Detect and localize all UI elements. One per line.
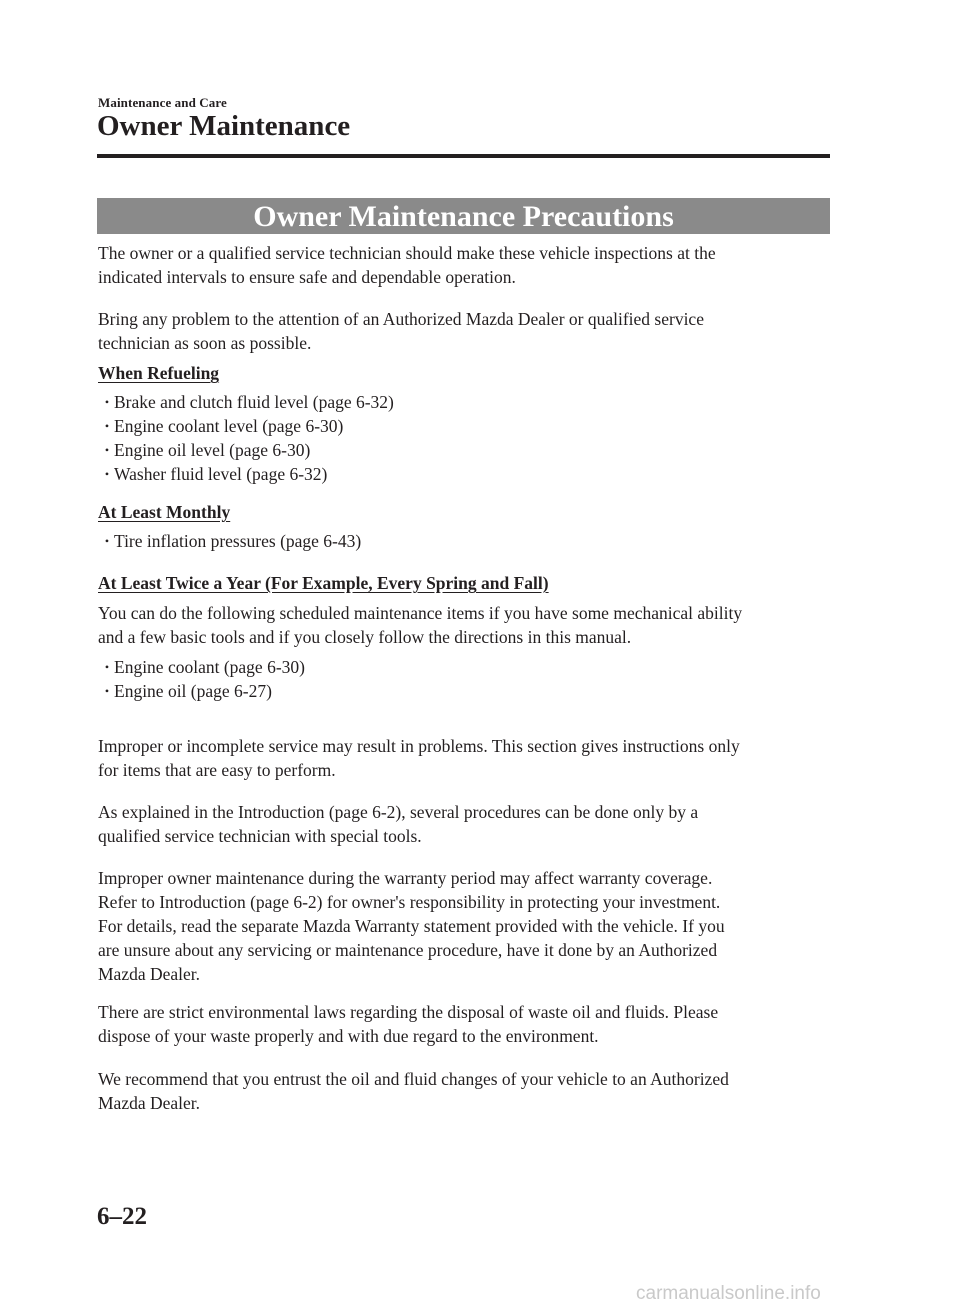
text-line: Bring any problem to the attention of an Authorized Mazda Dealer or qualified service	[98, 309, 704, 329]
bullet-icon: •	[104, 419, 110, 433]
bullet-icon: •	[104, 684, 110, 698]
watermark: carmanualsonline.info	[636, 1283, 821, 1304]
bullet-icon: •	[104, 443, 110, 457]
breadcrumb: Maintenance and Care	[98, 95, 227, 110]
list-item	[100, 462, 394, 486]
text-line: qualified service technician with special tools.	[98, 826, 422, 846]
list-item	[100, 655, 305, 679]
twice-a-year-intro	[98, 601, 833, 649]
bullet-icon: •	[104, 395, 110, 409]
environment-paragraph	[98, 1000, 833, 1048]
twice-a-year-heading: At Least Twice a Year (For Example, Every Spring and Fall)	[98, 573, 549, 593]
list-item-text: Engine coolant level (page 6-30)	[114, 416, 344, 436]
list-item	[100, 414, 394, 438]
text-line: For details, read the separate Mazda Warranty statement provided with the vehicle. If you	[98, 916, 725, 936]
list-item	[100, 679, 305, 703]
list-item-text: Engine oil level (page 6-30)	[114, 440, 311, 460]
improper-service-paragraph	[98, 734, 833, 782]
introduction-paragraph	[98, 800, 833, 848]
when-refueling-heading: When Refueling	[98, 363, 220, 383]
text-line: technician as soon as possible.	[98, 333, 312, 353]
text-line: dispose of your waste properly and with due regard to the environment.	[98, 1026, 599, 1046]
text-line: As explained in the Introduction (page 6-2), several procedures can be done only by a	[98, 802, 699, 822]
monthly-list	[100, 529, 361, 553]
list-item-text: Brake and clutch fluid level (page 6-32)	[114, 392, 394, 412]
list-item	[100, 438, 394, 462]
text-line: Improper or incomplete service may result in problems. This section gives instructions only	[98, 736, 740, 756]
page-title-banner: Owner Maintenance Precautions	[97, 198, 830, 234]
list-item	[100, 390, 394, 414]
text-line: You can do the following scheduled maintenance items if you have some mechanical ability	[98, 603, 743, 623]
intro-paragraph-1	[98, 241, 833, 289]
bullet-icon: •	[104, 467, 110, 481]
page-number: 6–22	[97, 1203, 147, 1230]
list-item-text: Washer fluid level (page 6-32)	[114, 464, 328, 484]
text-line: for items that are easy to perform.	[98, 760, 336, 780]
intro-paragraph-2	[98, 307, 833, 355]
list-item-text: Tire inflation pressures (page 6-43)	[114, 531, 362, 551]
bullet-icon: •	[104, 660, 110, 674]
text-line: The owner or a qualified service technician should make these vehicle inspections at the	[98, 243, 716, 263]
monthly-heading: At Least Monthly	[98, 502, 231, 522]
recommendation-paragraph	[98, 1067, 833, 1115]
list-item-text: Engine coolant (page 6-30)	[114, 657, 305, 677]
header-divider	[97, 154, 830, 158]
text-line: Mazda Dealer.	[98, 1093, 201, 1113]
section-title: Owner Maintenance	[97, 110, 351, 142]
list-item	[100, 529, 361, 553]
when-refueling-list	[100, 390, 394, 486]
twice-a-year-list	[100, 655, 305, 703]
text-line: are unsure about any servicing or maintenance procedure, have it done by an Authorized	[98, 940, 718, 960]
list-item-text: Engine oil (page 6-27)	[114, 681, 272, 701]
text-line: indicated intervals to ensure safe and dependable operation.	[98, 267, 516, 287]
text-line: There are strict environmental laws regarding the disposal of waste oil and fluids. Please	[98, 1002, 719, 1022]
text-line: Refer to Introduction (page 6-2) for owner's responsibility in protecting your investment.	[98, 892, 721, 912]
bullet-icon: •	[104, 534, 110, 548]
text-line: Mazda Dealer.	[98, 964, 201, 984]
text-line: We recommend that you entrust the oil and fluid changes of your vehicle to an Authorized	[98, 1069, 729, 1089]
text-line: and a few basic tools and if you closely follow the directions in this manual.	[98, 627, 632, 647]
warranty-paragraph	[98, 866, 833, 986]
text-line: Improper owner maintenance during the warranty period may affect warranty coverage.	[98, 868, 713, 888]
